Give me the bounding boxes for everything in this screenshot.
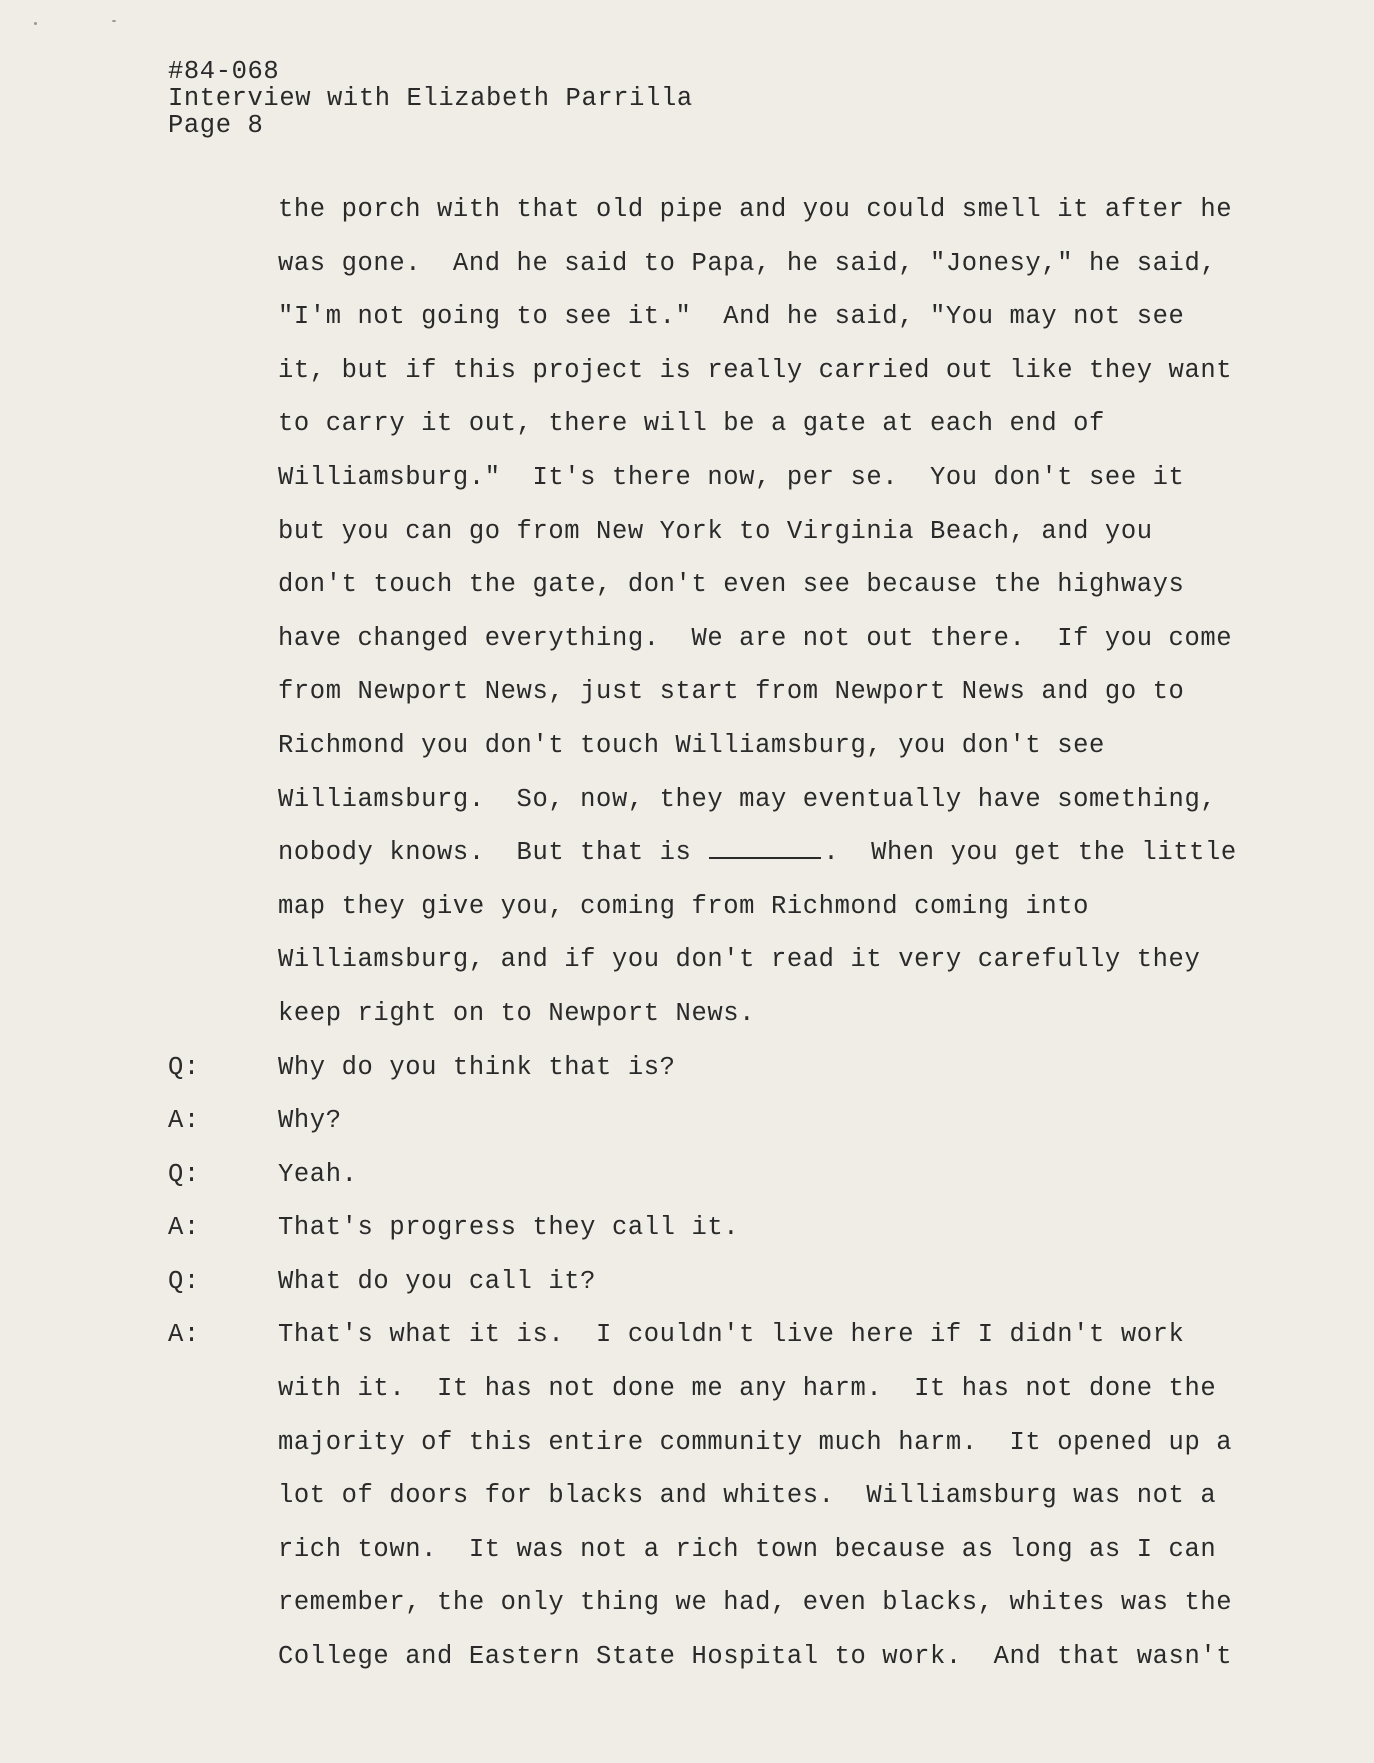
line-text: Williamsburg, and if you don't read it very carefully they: [278, 945, 1201, 975]
line-text: Williamsburg." It's there now, per se. You don't see it: [278, 462, 1185, 492]
speaker-label: Q:: [168, 1266, 200, 1296]
transcript-line: [168, 724, 1228, 778]
line-text: Yeah.: [278, 1159, 358, 1189]
transcript-line: [168, 617, 1233, 671]
speaker-label: Q:: [168, 1052, 200, 1082]
transcript-line: [168, 992, 1228, 1046]
transcript-line: [168, 1528, 1228, 1582]
line-text: College and Eastern State Hospital to work. And that wasn't: [278, 1642, 1233, 1672]
transcript-line: [168, 1367, 1228, 1421]
transcript-line: [168, 1421, 1233, 1475]
transcript-line: [168, 1046, 1228, 1100]
line-text: "I'm not going to see it." And he said, "You may not see: [278, 302, 1185, 332]
transcript-line: [168, 188, 1233, 242]
transcript-line: [168, 670, 1228, 724]
line-text: it, but if this project is really carried out like they want: [278, 355, 1233, 385]
line-text: nobody knows. But that is: [278, 838, 708, 868]
line-text: What do you call it?: [278, 1266, 597, 1296]
transcript-line: [168, 563, 1228, 617]
speaker-label: A:: [168, 1213, 200, 1243]
page-number: Page 8: [168, 111, 264, 140]
transcript-line: [168, 349, 1233, 403]
line-text: but you can go from New York to Virginia Beach, and you: [278, 516, 1153, 546]
paper-speck: [34, 22, 37, 25]
speaker-label: A:: [168, 1106, 200, 1136]
line-text: the porch with that old pipe and you could smell it after he: [278, 195, 1233, 224]
line-text: That's progress they call it.: [278, 1213, 740, 1243]
line-text: map they give you, coming from Richmond coming into: [278, 891, 1090, 921]
line-text: Richmond you don't touch Williamsburg, you don't see: [278, 730, 1105, 760]
transcript-line: [168, 1635, 1233, 1689]
transcript-line: [168, 242, 1228, 296]
line-text: lot of doors for blacks and whites. Williamsburg was not a: [278, 1481, 1217, 1511]
speaker-label: A:: [168, 1320, 200, 1350]
line-text: remember, the only thing we had, even blacks, whites was the: [278, 1588, 1233, 1618]
line-text: with it. It has not done me any harm. It has not done the: [278, 1374, 1217, 1404]
transcript-line: [168, 778, 1228, 832]
document-header: [168, 58, 693, 139]
transcript-line: [168, 456, 1228, 510]
transcript-line: [168, 1099, 1228, 1153]
line-text: keep right on to Newport News.: [278, 998, 756, 1028]
transcript-line: [168, 1260, 1228, 1314]
line-text: have changed everything. We are not out there. If you come: [278, 623, 1233, 653]
line-text: from Newport News, just start from Newport News and go to: [278, 677, 1185, 707]
redacted-blank: [709, 835, 821, 859]
transcript-body: [168, 188, 1237, 1689]
transcript-line: [168, 1313, 1228, 1367]
line-text: That's what it is. I couldn't live here if I didn't work: [278, 1320, 1185, 1350]
line-text: don't touch the gate, don't even see because the highways: [278, 570, 1185, 600]
line-text: Why do you think that is?: [278, 1052, 676, 1082]
transcript-line: [168, 1581, 1233, 1635]
line-text: majority of this entire community much harm. It opened up a: [278, 1427, 1233, 1457]
line-text: was gone. And he said to Papa, he said, "Jonesy," he said,: [278, 248, 1217, 278]
transcript-line: [168, 885, 1228, 939]
document-number: #84-068: [168, 57, 280, 86]
transcript-line: [168, 1206, 1228, 1260]
speaker-label: Q:: [168, 1159, 200, 1189]
transcript-line: [168, 402, 1228, 456]
paper-speck: [112, 20, 116, 22]
transcript-line: [168, 938, 1228, 992]
transcript-line: [168, 295, 1228, 349]
document-title: Interview with Elizabeth Parrilla: [168, 84, 693, 113]
line-text: Williamsburg. So, now, they may eventually have something,: [278, 784, 1217, 814]
transcript-line: [168, 831, 1237, 885]
line-text: Why?: [278, 1106, 342, 1136]
line-text-suffix: . When you get the little: [823, 838, 1237, 868]
transcript-line: [168, 510, 1228, 564]
line-text: to carry it out, there will be a gate at each end of: [278, 409, 1105, 439]
transcript-line: [168, 1474, 1228, 1528]
transcript-line: [168, 1153, 1228, 1207]
line-text: rich town. It was not a rich town because as long as I can: [278, 1534, 1217, 1564]
